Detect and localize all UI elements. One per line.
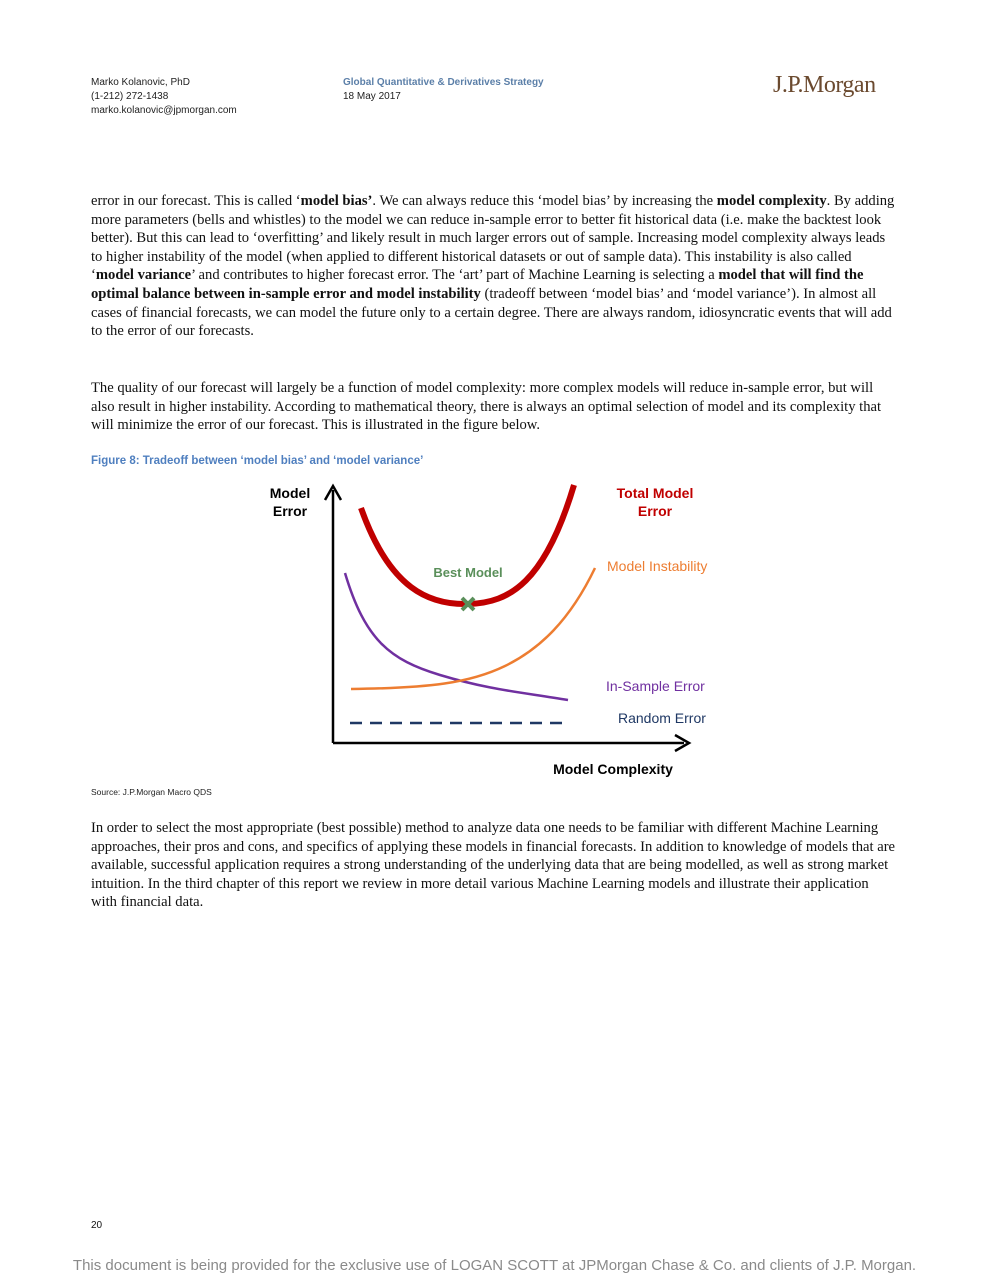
series-model-instability — [351, 568, 595, 689]
y-axis-label-line1: Model — [269, 485, 311, 501]
footer-disclaimer: This document is being provided for the exclusive use of LOGAN SCOTT at JPMorgan Chase & Co. and clients of J.P. Morgan. — [72, 1257, 917, 1274]
author-name: Marko Kolanovic, PhD — [91, 77, 190, 88]
x-axis-label: Model Complexity — [553, 761, 673, 777]
text-run: ’ and contributes to higher forecast error. The ‘art’ part of Machine Learning is selecting a — [191, 267, 719, 284]
text-run: (tradeoff between ‘model bias’ and ‘model variance’). In almost all cases of financial forecasts, we can model the future only to a certain degree. There are always random, idiosyncratic events that will add to the error of our forecasts. — [91, 285, 892, 340]
bold-term: model variance — [95, 267, 192, 284]
body-paragraph-2: The quality of our forecast will largely be a function of model complexity: more complex models will reduce in-sample error, but will also result in higher instability. According to mathematical theory, there is always an optimal selection of model and its complexity that will minimize the error of our forecast. This is illustrated in the figure below. — [91, 380, 882, 434]
legend-in-sample-error: In-Sample Error — [606, 678, 705, 694]
bias-variance-chart — [240, 470, 740, 785]
text-run: . By adding more parameters (bells and whistles) to the model we can reduce in-sample error to better fit historical data (i.e. make the backtest look better). But this can lead to ‘overfitting’ and likely result in much larger errors out of sample. Increasing model complexity always leads to higher instability of the model (when applied to different historical datasets or out of sample data). This instability is also called ‘ — [91, 193, 895, 284]
best-model-label: Best Model — [433, 565, 503, 580]
department-name: Global Quantitative & Derivatives Strategy — [343, 77, 544, 88]
y-axis-label-line2: Error — [272, 503, 308, 519]
bold-term: model complexity — [716, 193, 827, 209]
author-phone: (1-212) 272-1438 — [91, 91, 169, 102]
jpmorgan-logo: J.P.Morgan — [773, 72, 876, 98]
bold-term: model that will find the optimal balance between in-sample error and model instability — [91, 267, 864, 302]
legend-model-instability: Model Instability — [607, 558, 708, 574]
page-number: 20 — [91, 1220, 103, 1231]
author-email[interactable]: marko.kolanovic@jpmorgan.com — [91, 105, 237, 116]
legend-total-model-error-line2: Error — [637, 503, 673, 519]
bold-term: model bias’ — [300, 193, 373, 209]
text-run: error in our forecast. This is called ‘ — [91, 193, 301, 209]
figure-source: Source: J.P.Morgan Macro QDS — [91, 787, 212, 797]
legend-random-error: Random Error — [618, 710, 706, 726]
body-paragraph-3: In order to select the most appropriate (best possible) method to analyze data one needs to be familiar with different Machine Learning approaches, their pros and cons, and specifics of applying these models in financial forecasts. In addition to knowledge of models that are available, successful application requires a strong understanding of the underlying data that are being modelled, as well as strong market intuition. In the third chapter of this report we review in more detail various Machine Learning models and illustrate their application with financial data. — [91, 820, 896, 911]
legend-total-model-error-line1: Total Model — [616, 485, 694, 501]
series-total-model-error — [361, 485, 574, 604]
report-info — [343, 76, 544, 104]
author-block — [91, 76, 237, 118]
text-run: . We can always reduce this ‘model bias’ by increasing the — [372, 193, 717, 209]
body-paragraph-1 — [91, 192, 897, 341]
figure-title: Figure 8: Tradeoff between ‘model bias’ and ‘model variance’ — [91, 455, 424, 467]
report-date: 18 May 2017 — [343, 91, 401, 102]
